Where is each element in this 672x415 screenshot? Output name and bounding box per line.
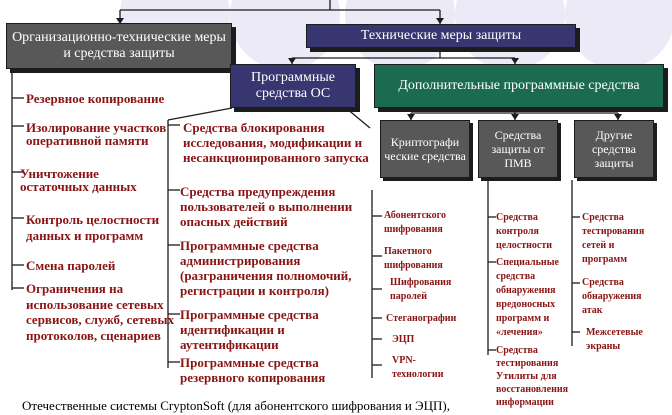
crypto-item: Стеганографии (386, 313, 457, 324)
other-protection-box: Другие средства защиты (574, 120, 654, 178)
pmv-item: Средства тестирования Утилиты для восстановления информации (496, 345, 569, 408)
org-item: Контроль целостности данных и программ (26, 212, 160, 243)
org-item: Ограничения на использование сетевых сервисов, служб, сетевых протоколов, сценариев (26, 281, 175, 343)
additional-software-box: Дополнительные программные средства (374, 64, 664, 108)
os-item: Программные средства администрирования (разграничения полномочий, регистрации и контроля) (180, 238, 352, 298)
crypto-item: ЭЦП (392, 334, 415, 345)
other-item: Средства тестирования сетей и программ (582, 212, 645, 265)
os-item: Средства блокирования исследования, модификации и несанкционированного запуска (183, 120, 369, 165)
crypto-item: Шифрования паролей (390, 277, 452, 302)
crypto-item: Пакетного шифрования (384, 246, 443, 271)
crypto-item: VPN- технологии (392, 355, 444, 380)
crypto-box: Криптографи ческие средства (380, 120, 470, 178)
crypto-item: Абонентского шифрования (384, 210, 446, 235)
org-item: Уничтожение остаточных данных (20, 166, 137, 194)
other-item: Средства обнаружения атак (582, 277, 642, 316)
os-item: Программные средства идентификации и аутентификации (180, 307, 319, 352)
pmv-protection-box: Средства защиты от ПМВ (478, 120, 558, 178)
pmv-item: Средства контроля целостности (496, 212, 553, 251)
os-item: Программные средства резервного копирования (180, 355, 326, 385)
pmv-item: Специальные средства обнаружения вредоносных программ и «лечения» (496, 257, 559, 338)
footer-text: Отечественные системы CryptonSoft (для абонентского шифрования и ЭЦП), (22, 398, 450, 413)
org-tech-measures-box: Организационно-технические меры и средства защиты (6, 23, 232, 69)
tech-measures-box: Технические меры защиты (306, 24, 576, 48)
os-item: Средства предупреждения пользователей о выполнении опасных действий (180, 184, 353, 229)
org-item: Изолирование участков оперативной памяти (26, 120, 167, 148)
org-item: Смена паролей (26, 258, 116, 273)
other-item: Межсетевые экраны (586, 327, 643, 352)
os-software-box: Программные средства ОС (230, 64, 356, 108)
org-item: Резервное копирование (26, 91, 165, 106)
